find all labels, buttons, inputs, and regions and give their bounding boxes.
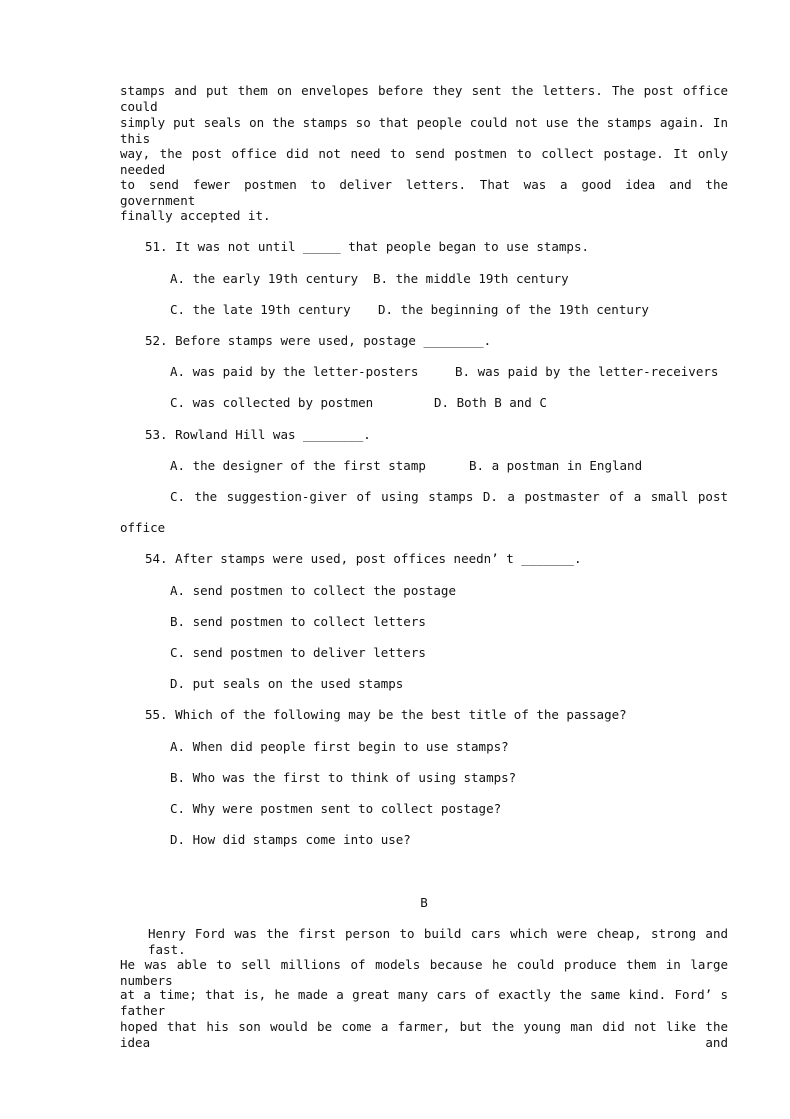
passage-a-line: stamps and put them on envelopes before they sent the letters. The post office could xyxy=(120,83,728,114)
question-55-option-d: D. How did stamps come into use? xyxy=(170,832,411,847)
question-52-option-c: C. was collected by postmen xyxy=(170,395,374,410)
question-54-option-d: D. put seals on the used stamps xyxy=(170,676,404,691)
question-55-option-c: C. Why were postmen sent to collect postage? xyxy=(170,801,502,816)
question-54-option-a: A. send postmen to collect the postage xyxy=(170,583,456,598)
question-53-option-d-continued: office xyxy=(120,520,166,535)
passage-a-line: to send fewer postmen to deliver letters. That was a good idea and the government xyxy=(120,177,728,208)
question-52-option-d: D. Both B and C xyxy=(434,395,547,410)
question-53-option-b: B. a postman in England xyxy=(469,458,643,473)
question-52-option-b: B. was paid by the letter-receivers xyxy=(455,364,719,379)
passage-b-line: He was able to sell millions of models because he could produce them in large numbers xyxy=(120,957,728,988)
question-53-option-a: A. the designer of the first stamp xyxy=(170,458,426,473)
passage-b-line: hoped that his son would be come a farmer, but the young man did not like the idea and xyxy=(120,1019,728,1050)
question-55-option-a: A. When did people first begin to use stamps? xyxy=(170,739,509,754)
passage-b-line: Henry Ford was the first person to build cars which were cheap, strong and fast. xyxy=(148,926,728,957)
passage-a-line: simply put seals on the stamps so that people could not use the stamps again. In this xyxy=(120,115,728,146)
question-55-option-b: B. Who was the first to think of using stamps? xyxy=(170,770,517,785)
question-54-option-c: C. send postmen to deliver letters xyxy=(170,645,426,660)
question-54-option-b: B. send postmen to collect letters xyxy=(170,614,426,629)
question-54-stem: 54. After stamps were used, post offices needn’ t _______. xyxy=(145,551,582,566)
question-52-stem: 52. Before stamps were used, postage ________. xyxy=(145,333,492,348)
question-53-options-c-d: C. the suggestion-giver of using stamps D. a postmaster of a small post xyxy=(170,489,728,504)
question-51-option-c: C. the late 19th century xyxy=(170,302,351,317)
question-51-stem: 51. It was not until _____ that people began to use stamps. xyxy=(145,239,590,254)
question-52-option-a: A. was paid by the letter-posters xyxy=(170,364,419,379)
passage-a-line: way, the post office did not need to send postmen to collect postage. It only needed xyxy=(120,146,728,177)
section-heading: B xyxy=(420,895,428,910)
passage-b-line: at a time; that is, he made a great many cars of exactly the same kind. Ford’ s father xyxy=(120,987,728,1018)
passage-a-line: finally accepted it. xyxy=(120,208,271,223)
question-53-stem: 53. Rowland Hill was ________. xyxy=(145,427,371,442)
question-55-stem: 55. Which of the following may be the best title of the passage? xyxy=(145,707,627,722)
question-51-option-d: D. the beginning of the 19th century xyxy=(378,302,649,317)
question-51-option-b: B. the middle 19th century xyxy=(373,271,569,286)
question-51-option-a: A. the early 19th century xyxy=(170,271,359,286)
